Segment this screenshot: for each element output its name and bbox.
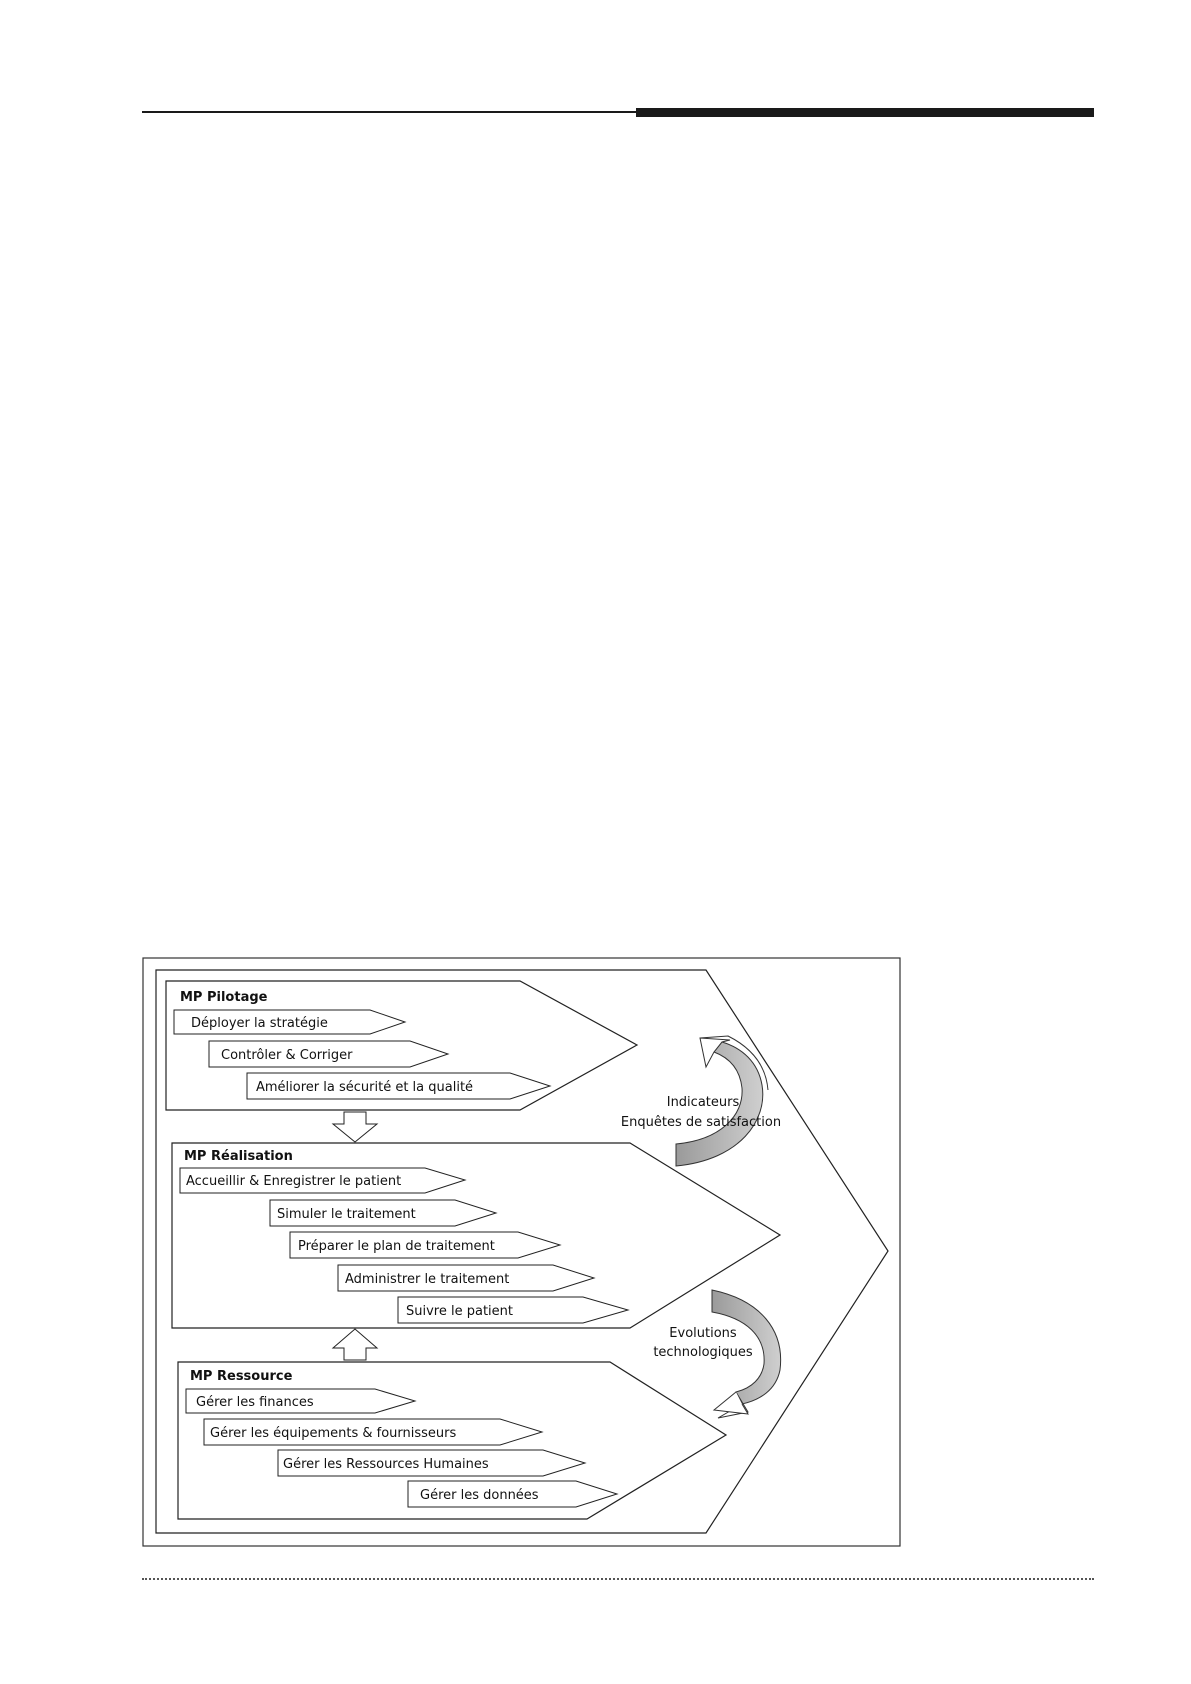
realisation-step-4-label: Administrer le traitement [345,1272,510,1287]
realisation-step-2-label: Simuler le traitement [277,1207,416,1222]
pilotage-title: MP Pilotage [180,990,268,1005]
ressource-step-4-label: Gérer les données [420,1488,539,1503]
feedback-bottom-line-1: Evolutions [669,1326,737,1341]
footer-dotted-rule [142,1578,1094,1580]
ressource-step-3-label: Gérer les Ressources Humaines [283,1457,489,1472]
feedback-bottom-line-2: technologiques [653,1345,753,1360]
pilotage-step-1-label: Déployer la stratégie [191,1016,328,1031]
feedback-top-line-1: Indicateurs [666,1095,740,1110]
realisation-step-1-label: Accueillir & Enregistrer le patient [186,1174,402,1189]
ressource-step-2-label: Gérer les équipements & fournisseurs [210,1426,457,1441]
feedback-top-line-2: Enquêtes de satisfaction [620,1115,782,1130]
pilotage-step-3-label: Améliorer la sécurité et la qualité [256,1080,474,1095]
pilotage-step-2-label: Contrôler & Corriger [221,1048,353,1063]
realisation-title: MP Réalisation [184,1149,293,1164]
ressource-title: MP Ressource [190,1369,293,1384]
realisation-step-5-label: Suivre le patient [406,1304,513,1319]
realisation-step-3-label: Préparer le plan de traitement [298,1239,495,1254]
ressource-step-1-label: Gérer les finances [196,1395,314,1410]
